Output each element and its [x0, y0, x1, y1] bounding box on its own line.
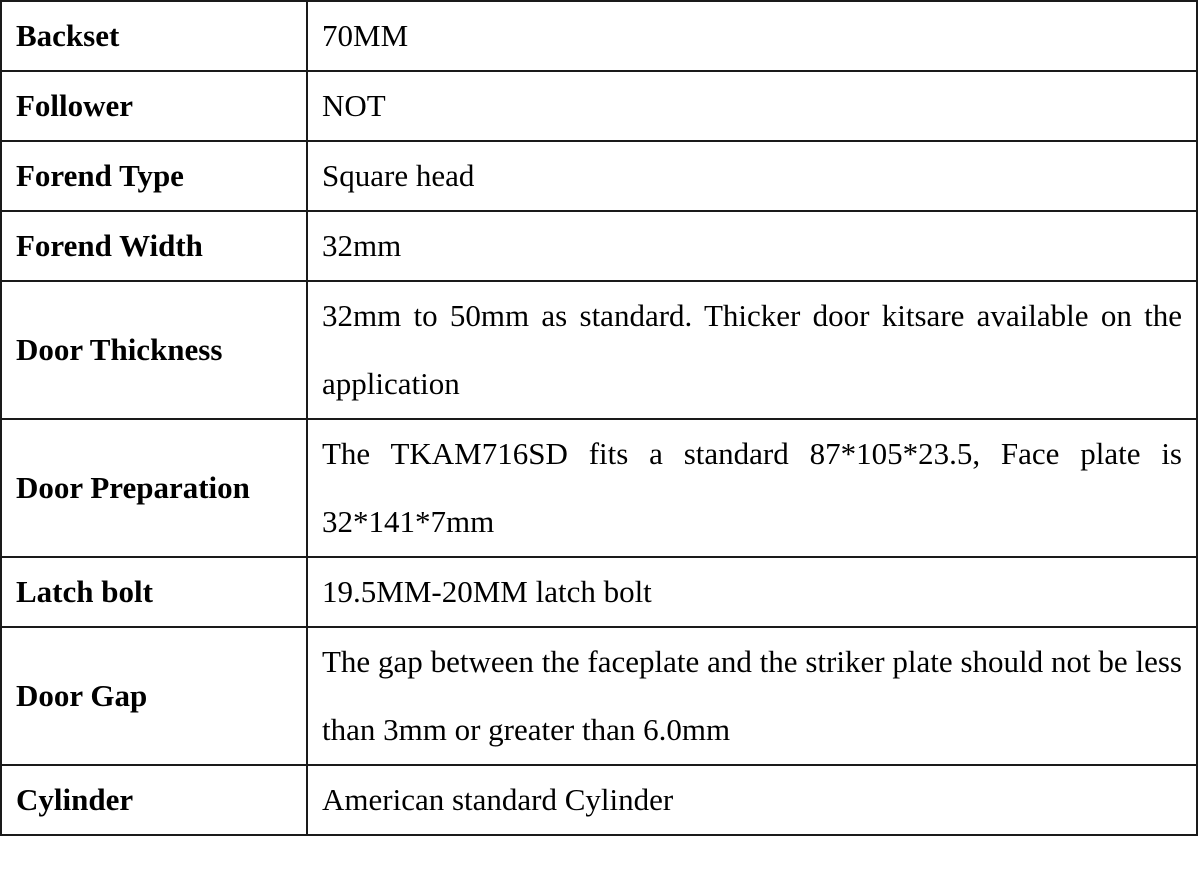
row-label: Latch bolt — [1, 557, 307, 627]
row-label: Forend Type — [1, 141, 307, 211]
row-label: Backset — [1, 1, 307, 71]
row-label: Follower — [1, 71, 307, 141]
row-value: Square head — [307, 141, 1197, 211]
row-label: Door Thickness — [1, 281, 307, 419]
row-value: 32mm to 50mm as standard. Thicker door kitsare available on the application — [307, 281, 1197, 419]
row-value: The TKAM716SD fits a standard 87*105*23.5, Face plate is 32*141*7mm — [307, 419, 1197, 557]
row-value: 70MM — [307, 1, 1197, 71]
row-value: NOT — [307, 71, 1197, 141]
table-row — [1, 211, 1197, 281]
row-value: 19.5MM-20MM latch bolt — [307, 557, 1197, 627]
row-value: The gap between the faceplate and the striker plate should not be less than 3mm or greater than 6.0mm — [307, 627, 1197, 765]
row-label: Cylinder — [1, 765, 307, 835]
table-row — [1, 141, 1197, 211]
row-label: Forend Width — [1, 211, 307, 281]
table-row — [1, 765, 1197, 835]
table-row — [1, 419, 1197, 557]
table-row — [1, 1, 1197, 71]
row-label: Door Preparation — [1, 419, 307, 557]
row-label: Door Gap — [1, 627, 307, 765]
table-row — [1, 71, 1197, 141]
table-row — [1, 557, 1197, 627]
table-row — [1, 627, 1197, 765]
row-value: 32mm — [307, 211, 1197, 281]
row-value: American standard Cylinder — [307, 765, 1197, 835]
table-row — [1, 281, 1197, 419]
